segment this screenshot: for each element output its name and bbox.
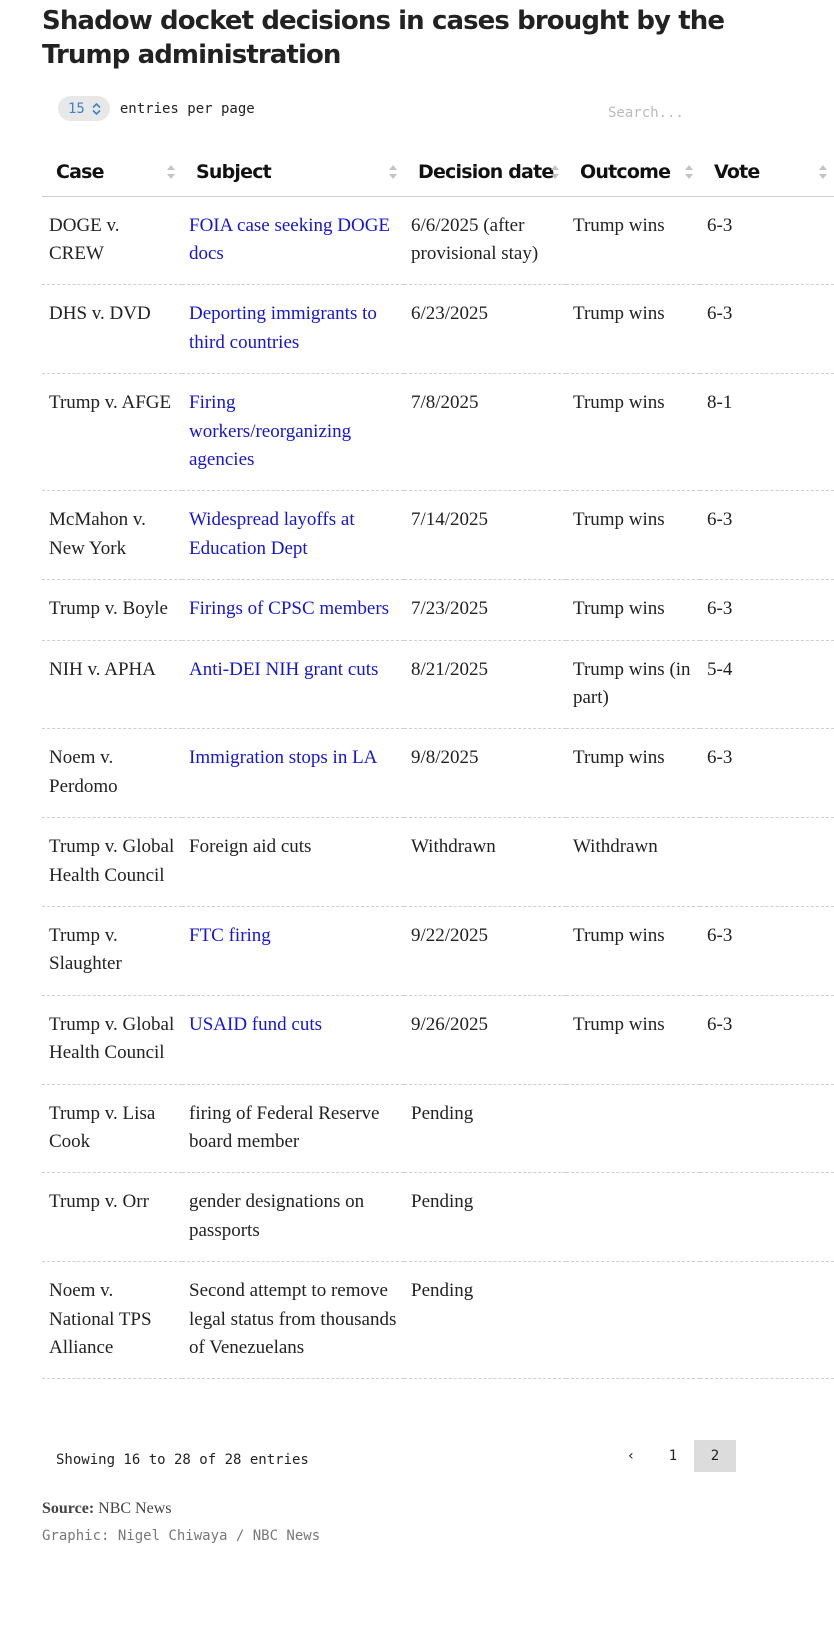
sort-icon [166,161,176,183]
vote-cell: 6-3 [700,907,834,996]
sort-icon [388,161,398,183]
case-cell: DOGE v. CREW [42,196,182,285]
vote-cell: 8-1 [700,374,834,491]
case-cell: Noem v. Perdomo [42,729,182,818]
vote-cell [700,818,834,907]
case-cell: Trump v. Orr [42,1173,182,1262]
outcome-cell: Trump wins [566,285,700,374]
column-header-case[interactable] [42,148,182,196]
case-cell: NIH v. APHA [42,640,182,729]
outcome-cell [566,1084,700,1173]
decision-date-cell: Pending [404,1173,566,1262]
subject-cell: Foreign aid cuts [182,818,404,907]
per-page-select[interactable] [58,96,110,121]
decision-date-cell: 7/23/2025 [404,580,566,640]
page-button-2[interactable]: 2 [694,1440,736,1472]
subject-link[interactable]: Firing workers/reorganizing agencies [182,374,404,491]
case-cell: Trump v. Slaughter [42,907,182,996]
vote-cell: 5-4 [700,640,834,729]
sort-icon [818,161,828,183]
table-row [42,1173,834,1262]
case-cell: Trump v. Global Health Council [42,995,182,1084]
outcome-cell: Trump wins (in part) [566,640,700,729]
subject-link[interactable]: FTC firing [182,907,404,996]
table-row [42,580,834,640]
subject-link[interactable]: Firings of CPSC members [182,580,404,640]
subject-cell: Second attempt to remove legal status from thousands of Venezuelans [182,1262,404,1379]
column-header-subject[interactable] [182,148,404,196]
column-header-label: Case [56,160,104,183]
outcome-cell [566,1173,700,1262]
decision-date-cell: Pending [404,1262,566,1379]
table-row [42,491,834,580]
decision-date-cell: 7/14/2025 [404,491,566,580]
graphic-credit: Graphic: Nigel Chiwaya / NBC News [42,1528,321,1544]
subject-link[interactable]: Immigration stops in LA [182,729,404,818]
vote-cell [700,1084,834,1173]
subject-cell: gender designations on passports [182,1173,404,1262]
vote-cell: 6-3 [700,196,834,285]
table-row [42,907,834,996]
page-button-1[interactable]: 1 [668,1448,678,1464]
decision-date-cell: 9/22/2025 [404,907,566,996]
subject-link[interactable]: FOIA case seeking DOGE docs [182,196,404,285]
column-header-label: Decision date [418,160,554,183]
decision-date-cell: 6/23/2025 [404,285,566,374]
header-row [42,148,834,196]
case-cell: DHS v. DVD [42,285,182,374]
table-row [42,1262,834,1379]
decision-date-cell: 8/21/2025 [404,640,566,729]
pagination [610,1440,736,1472]
column-header-vote[interactable] [700,148,834,196]
column-header-label: Outcome [580,160,671,183]
vote-cell: 6-3 [700,491,834,580]
entries-info: Showing 16 to 28 of 28 entries [56,1452,309,1468]
column-header-label: Subject [196,160,271,183]
data-table [42,148,834,1379]
sort-icon [684,161,694,183]
table-row [42,640,834,729]
outcome-cell: Trump wins [566,374,700,491]
table-row [42,995,834,1084]
outcome-cell: Withdrawn [566,818,700,907]
table-row [42,729,834,818]
table-row [42,818,834,907]
table-controls [58,96,255,121]
table-row [42,1084,834,1173]
column-header-outcome[interactable] [566,148,700,196]
subject-link[interactable]: Deporting immigrants to third countries [182,285,404,374]
decision-date-cell: 7/8/2025 [404,374,566,491]
outcome-cell: Trump wins [566,491,700,580]
vote-cell: 6-3 [700,285,834,374]
table-row [42,285,834,374]
column-header-decision-date[interactable] [404,148,566,196]
page-title: Shadow docket decisions in cases brought by the Trump administration [42,6,725,70]
source-line [42,1500,171,1518]
decision-date-cell: 6/6/2025 (after provisional stay) [404,196,566,285]
outcome-cell: Trump wins [566,907,700,996]
per-page-value: 15 [68,100,85,117]
chevron-updown-icon [91,102,102,116]
sort-icon [550,161,560,183]
case-cell: McMahon v. New York [42,491,182,580]
vote-cell: 6-3 [700,580,834,640]
prev-page-button[interactable]: ‹ [626,1448,636,1464]
outcome-cell: Trump wins [566,580,700,640]
vote-cell: 6-3 [700,729,834,818]
source-value: NBC News [98,1500,172,1517]
case-cell: Trump v. Lisa Cook [42,1084,182,1173]
vote-cell [700,1173,834,1262]
subject-cell: firing of Federal Reserve board member [182,1084,404,1173]
per-page-label: entries per page [119,100,255,117]
outcome-cell: Trump wins [566,729,700,818]
decision-date-cell: 9/8/2025 [404,729,566,818]
vote-cell: 6-3 [700,995,834,1084]
subject-link[interactable]: Widespread layoffs at Education Dept [182,491,404,580]
decision-date-cell: Pending [404,1084,566,1173]
search-input[interactable] [602,99,782,127]
decision-date-cell: Withdrawn [404,818,566,907]
subject-link[interactable]: USAID fund cuts [182,995,404,1084]
table-row [42,196,834,285]
case-cell: Trump v. Global Health Council [42,818,182,907]
case-cell: Trump v. AFGE [42,374,182,491]
source-label: Source: [42,1500,95,1517]
subject-link[interactable]: Anti-DEI NIH grant cuts [182,640,404,729]
outcome-cell: Trump wins [566,196,700,285]
column-header-label: Vote [714,160,760,183]
decision-date-cell: 9/26/2025 [404,995,566,1084]
outcome-cell [566,1262,700,1379]
case-cell: Noem v. National TPS Alliance [42,1262,182,1379]
table-body [42,196,834,1379]
case-cell: Trump v. Boyle [42,580,182,640]
outcome-cell: Trump wins [566,995,700,1084]
vote-cell [700,1262,834,1379]
table-footer [42,1436,834,1486]
table-row [42,374,834,491]
